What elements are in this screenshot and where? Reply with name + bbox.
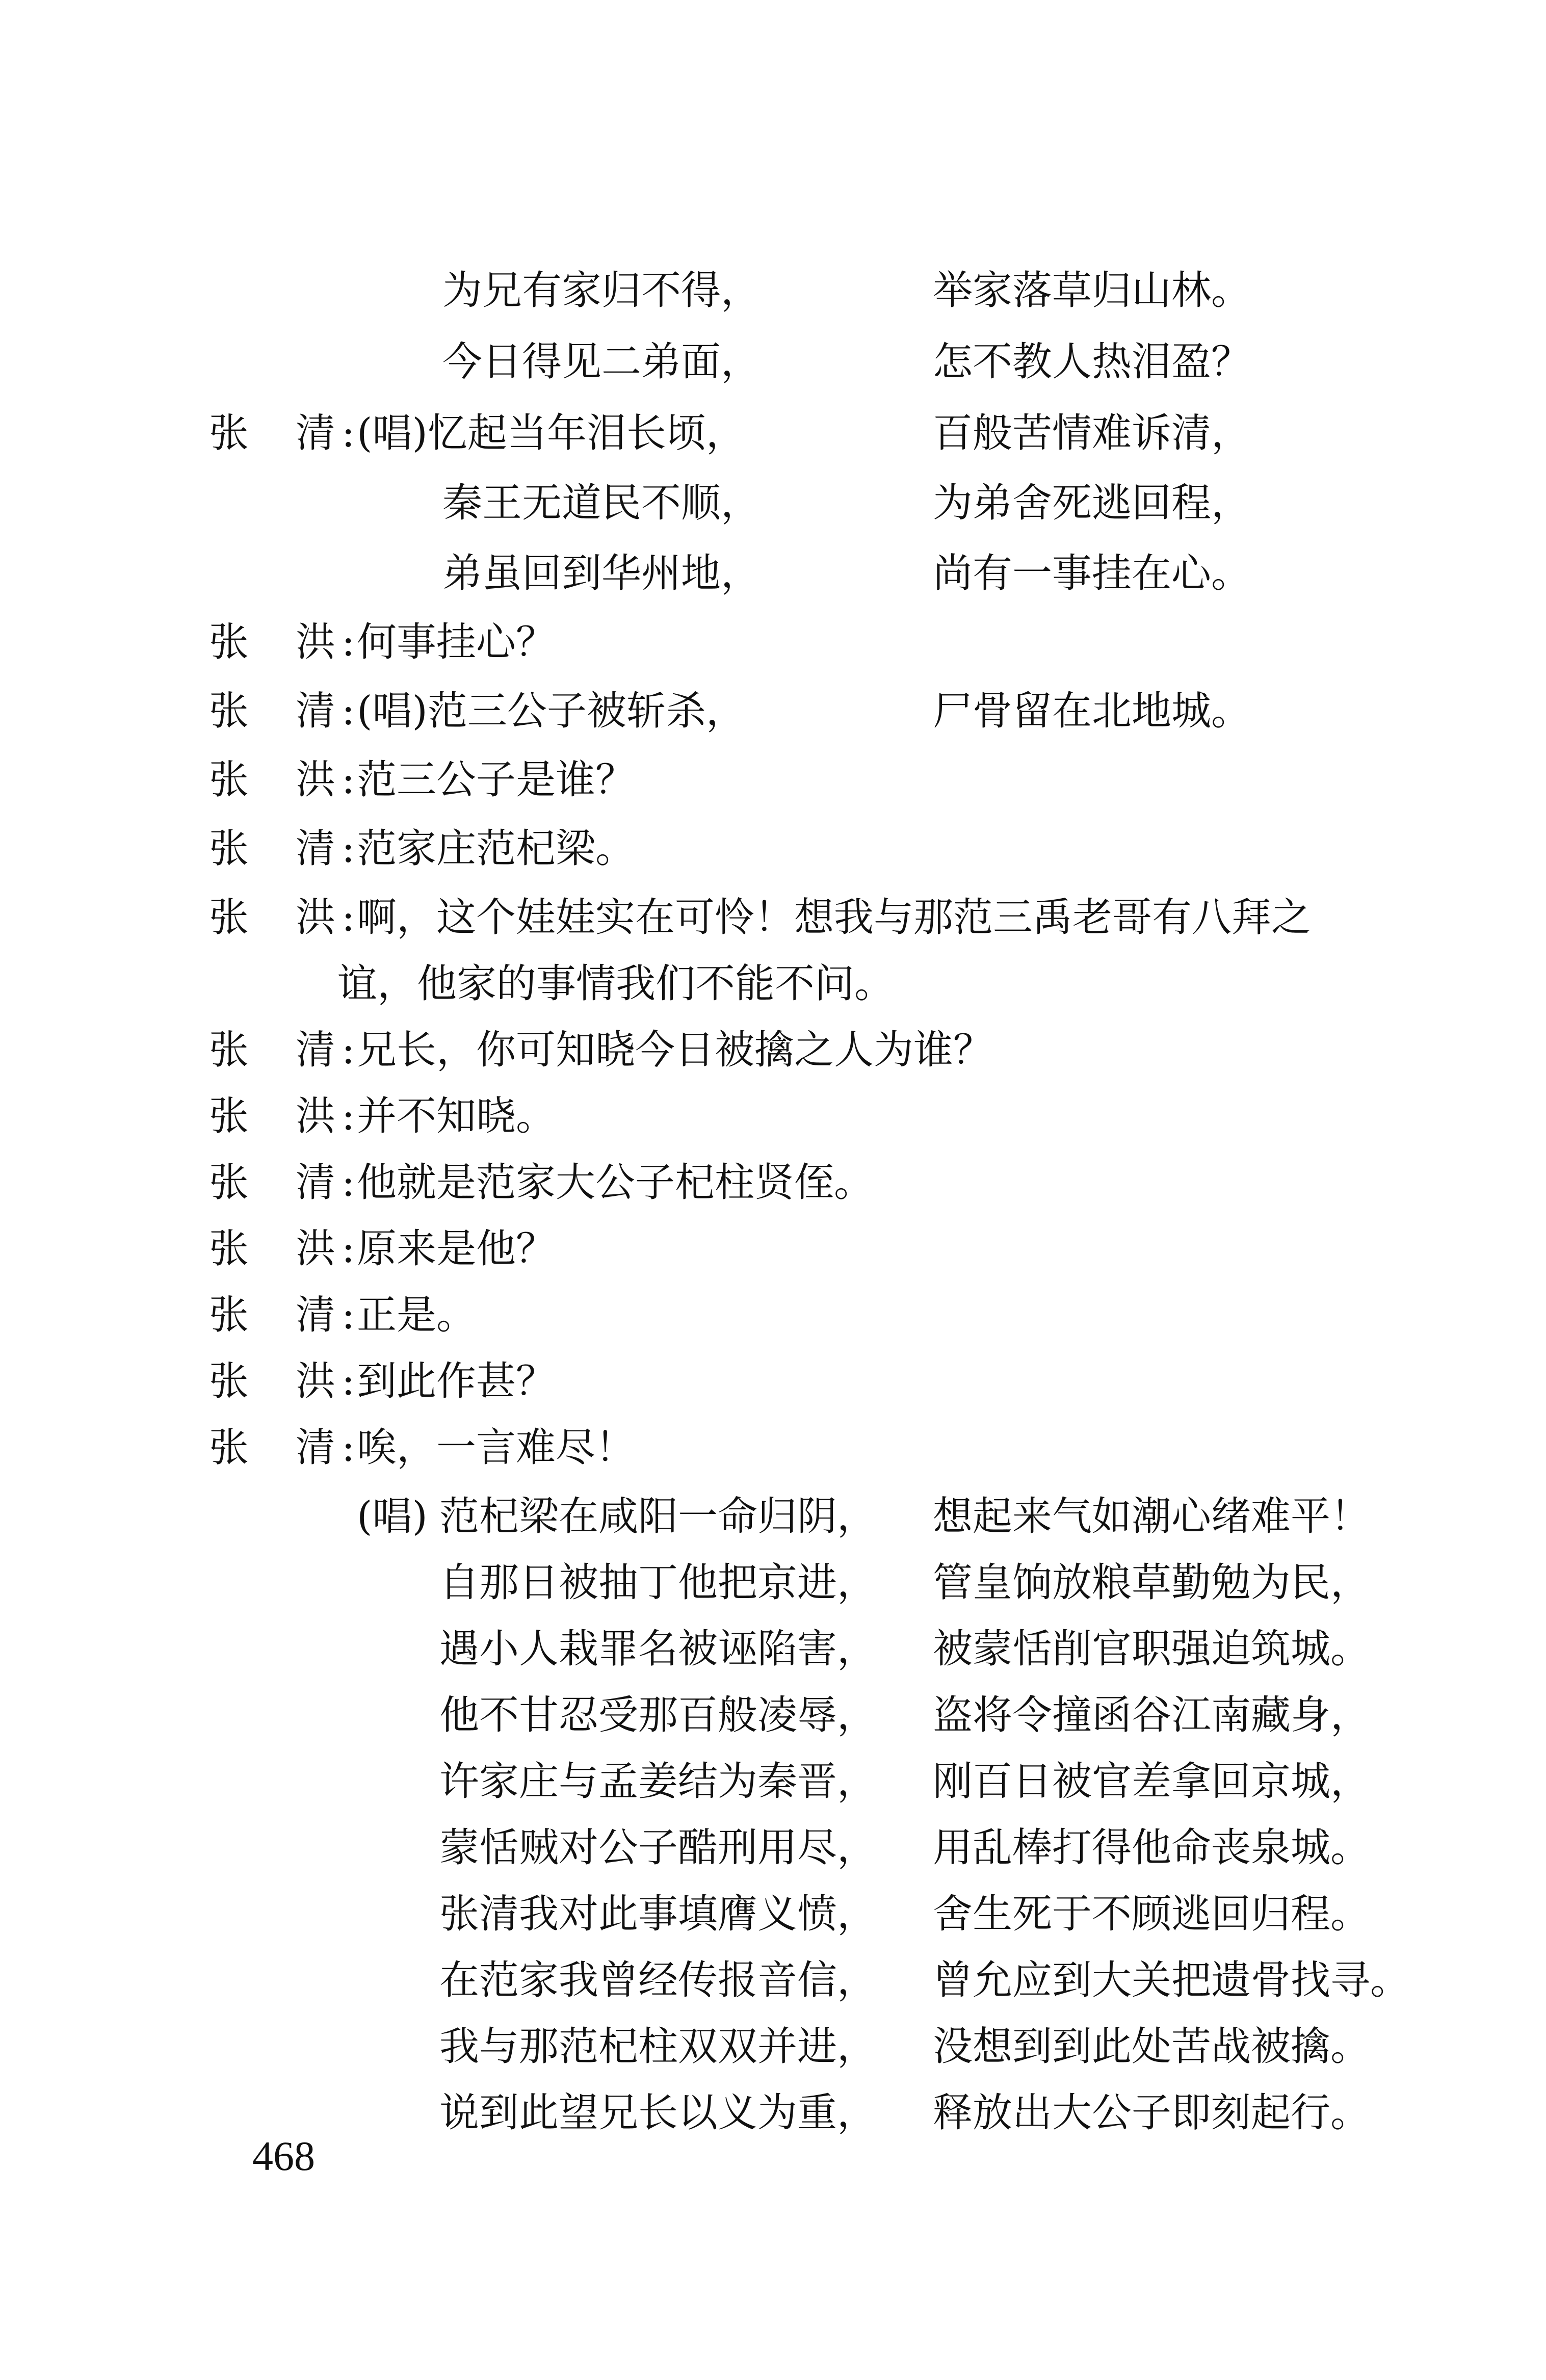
speaker-surname: 张 (209, 757, 249, 803)
dialogue-line (0, 1083, 1546, 1149)
speaker-given-name: 洪 (296, 1358, 336, 1404)
verse-second-half: 怎不教人热泪盈？ (933, 339, 1251, 385)
speaker-surname: 张 (209, 1160, 249, 1206)
speaker-colon: : (342, 826, 355, 872)
speaker-given-name: 清 (296, 410, 336, 456)
verse-line (0, 2080, 1546, 2146)
spoken-text: 范三公子是谁？ (357, 757, 636, 803)
speaker-surname: 张 (209, 410, 249, 456)
speaker-colon: : (342, 1425, 355, 1471)
dialogue-line (0, 678, 1546, 744)
verse-second-half: 曾允应到大关把遗骨找寻。 (933, 1957, 1410, 2003)
dialogue-line (0, 1415, 1546, 1481)
dialogue-line (0, 400, 1546, 466)
speaker-surname: 张 (209, 826, 249, 872)
speaker-surname: 张 (209, 1226, 249, 1272)
sung-marker: (唱) (357, 1494, 428, 1539)
speaker-colon: : (342, 757, 355, 803)
dialogue-line (0, 1348, 1546, 1415)
speaker-colon: : (342, 619, 355, 665)
verse-first-half: 蒙恬贼对公子酷刑用尽， (439, 1825, 877, 1871)
verse-line (0, 257, 1546, 324)
speaker-colon: : (342, 1292, 355, 1338)
speaker-surname: 张 (209, 1425, 249, 1471)
dialogue-line (0, 1282, 1546, 1348)
dialogue-line (0, 884, 1546, 951)
verse-line (0, 1682, 1546, 1748)
dialogue-line (0, 747, 1546, 813)
verse-first-half: 许家庄与孟姜结为秦晋， (439, 1759, 877, 1804)
speaker-given-name: 洪 (296, 757, 336, 803)
verse-first-half: 今日得见二弟面， (442, 339, 761, 385)
speaker-colon: : (342, 895, 355, 940)
verse-line (0, 2013, 1546, 2080)
speaker-surname: 张 (209, 619, 249, 665)
verse-second-half: 百般苦情难诉清， (933, 410, 1251, 456)
verse-second-half: 被蒙恬削官职强迫筑城。 (933, 1626, 1371, 1672)
speaker-surname: 张 (209, 1093, 249, 1139)
verse-second-half: 盗将令撞函谷江南藏身， (933, 1692, 1371, 1738)
verse-first-half: 我与那范杞柱双双并进， (439, 2024, 877, 2070)
speaker-colon: : (342, 410, 355, 456)
spoken-text: 正是。 (357, 1292, 477, 1338)
speaker-given-name: 清 (296, 1027, 336, 1073)
verse-first-half: 自那日被抽丁他把京进， (439, 1560, 877, 1606)
dialogue-line (0, 1216, 1546, 1282)
verse-line (0, 540, 1546, 607)
speaker-given-name: 洪 (296, 619, 336, 665)
dialogue-line (0, 816, 1546, 882)
speaker-colon: : (342, 1093, 355, 1139)
page-number: 468 (252, 2133, 315, 2179)
spoken-text: 并不知晓。 (357, 1093, 556, 1139)
speaker-colon: : (342, 1027, 355, 1073)
speaker-colon: : (342, 1358, 355, 1404)
spoken-text: 原来是他？ (357, 1226, 556, 1272)
speaker-surname: 张 (209, 1027, 249, 1073)
spoken-text: 到此作甚？ (357, 1358, 556, 1404)
verse-line (0, 1815, 1546, 1881)
verse-line (0, 1483, 1546, 1550)
speaker-surname: 张 (209, 688, 249, 734)
verse-second-half: 为弟舍死逃回程， (933, 480, 1251, 526)
dialogue-line (0, 609, 1546, 675)
speaker-given-name: 洪 (296, 1093, 336, 1139)
verse-first-half: 张清我对此事填膺义愤， (439, 1891, 877, 1937)
verse-first-half: 为兄有家归不得， (442, 268, 761, 313)
verse-second-half: 刚百日被官差拿回京城， (933, 1759, 1371, 1804)
speaker-given-name: 清 (296, 1425, 336, 1471)
verse-second-half: 管皇饷放粮草勤勉为民， (933, 1560, 1371, 1606)
sung-verse-first-half: (唱)忆起当年泪长顷， (357, 410, 746, 456)
verse-first-half: 弟虽回到华州地， (442, 551, 761, 596)
verse-second-half: 没想到到此处苦战被擒。 (933, 2024, 1371, 2070)
continuation-line (0, 951, 1546, 1017)
verse-first-half: 他不甘忍受那百般凌辱， (439, 1692, 877, 1738)
verse-second-half: 想起来气如潮心绪难平！ (933, 1494, 1371, 1539)
verse-second-half: 尚有一事挂在心。 (933, 551, 1251, 596)
spoken-text: 兄长，你可知晓今日被擒之人为谁？ (357, 1027, 993, 1073)
verse-line (0, 1881, 1546, 1947)
spoken-text-continued: 谊，他家的事情我们不能不问。 (337, 961, 895, 1007)
spoken-text: 何事挂心？ (357, 619, 556, 665)
verse-second-half: 举家落草归山林。 (933, 268, 1251, 313)
verse-first-half: 在范家我曾经传报音信， (439, 1957, 877, 2003)
speaker-given-name: 清 (296, 1160, 336, 1206)
verse-line (0, 1550, 1546, 1616)
speaker-given-name: 洪 (296, 895, 336, 940)
spoken-text: 他就是范家大公子杞柱贤侄。 (357, 1160, 874, 1206)
sung-verse-first-half: (唱)范三公子被斩杀， (357, 688, 746, 734)
verse-line (0, 329, 1546, 395)
spoken-text: 啊，这个娃娃实在可怜！想我与那范三禹老哥有八拜之 (357, 895, 1312, 940)
speaker-colon: : (342, 688, 355, 734)
dialogue-line (0, 1149, 1546, 1216)
verse-second-half: 用乱棒打得他命丧泉城。 (933, 1825, 1371, 1871)
speaker-surname: 张 (209, 1292, 249, 1338)
verse-first-half: 秦王无道民不顺， (442, 480, 761, 526)
speaker-colon: : (342, 1160, 355, 1206)
spoken-text: 范家庄范杞梁。 (357, 826, 636, 872)
speaker-surname: 张 (209, 895, 249, 940)
verse-first-half: 说到此望兄长以义为重， (439, 2090, 877, 2136)
speaker-given-name: 洪 (296, 1226, 336, 1272)
verse-second-half: 舍生死于不顾逃回归程。 (933, 1891, 1371, 1937)
speaker-given-name: 清 (296, 826, 336, 872)
verse-second-half: 尸骨留在北地城。 (933, 688, 1251, 734)
verse-line (0, 1947, 1546, 2013)
speaker-surname: 张 (209, 1358, 249, 1404)
verse-second-half: 释放出大公子即刻起行。 (933, 2090, 1371, 2136)
verse-line (0, 1748, 1546, 1815)
speaker-given-name: 清 (296, 688, 336, 734)
verse-first-half: 遇小人栽罪名被诬陷害， (439, 1626, 877, 1672)
speaker-colon: : (342, 1226, 355, 1272)
speaker-given-name: 清 (296, 1292, 336, 1338)
spoken-text: 唉，一言难尽！ (357, 1425, 636, 1471)
verse-line (0, 1616, 1546, 1682)
verse-line (0, 470, 1546, 536)
dialogue-line (0, 1017, 1546, 1083)
verse-first-half: 范杞梁在咸阳一命归阴， (439, 1494, 877, 1539)
